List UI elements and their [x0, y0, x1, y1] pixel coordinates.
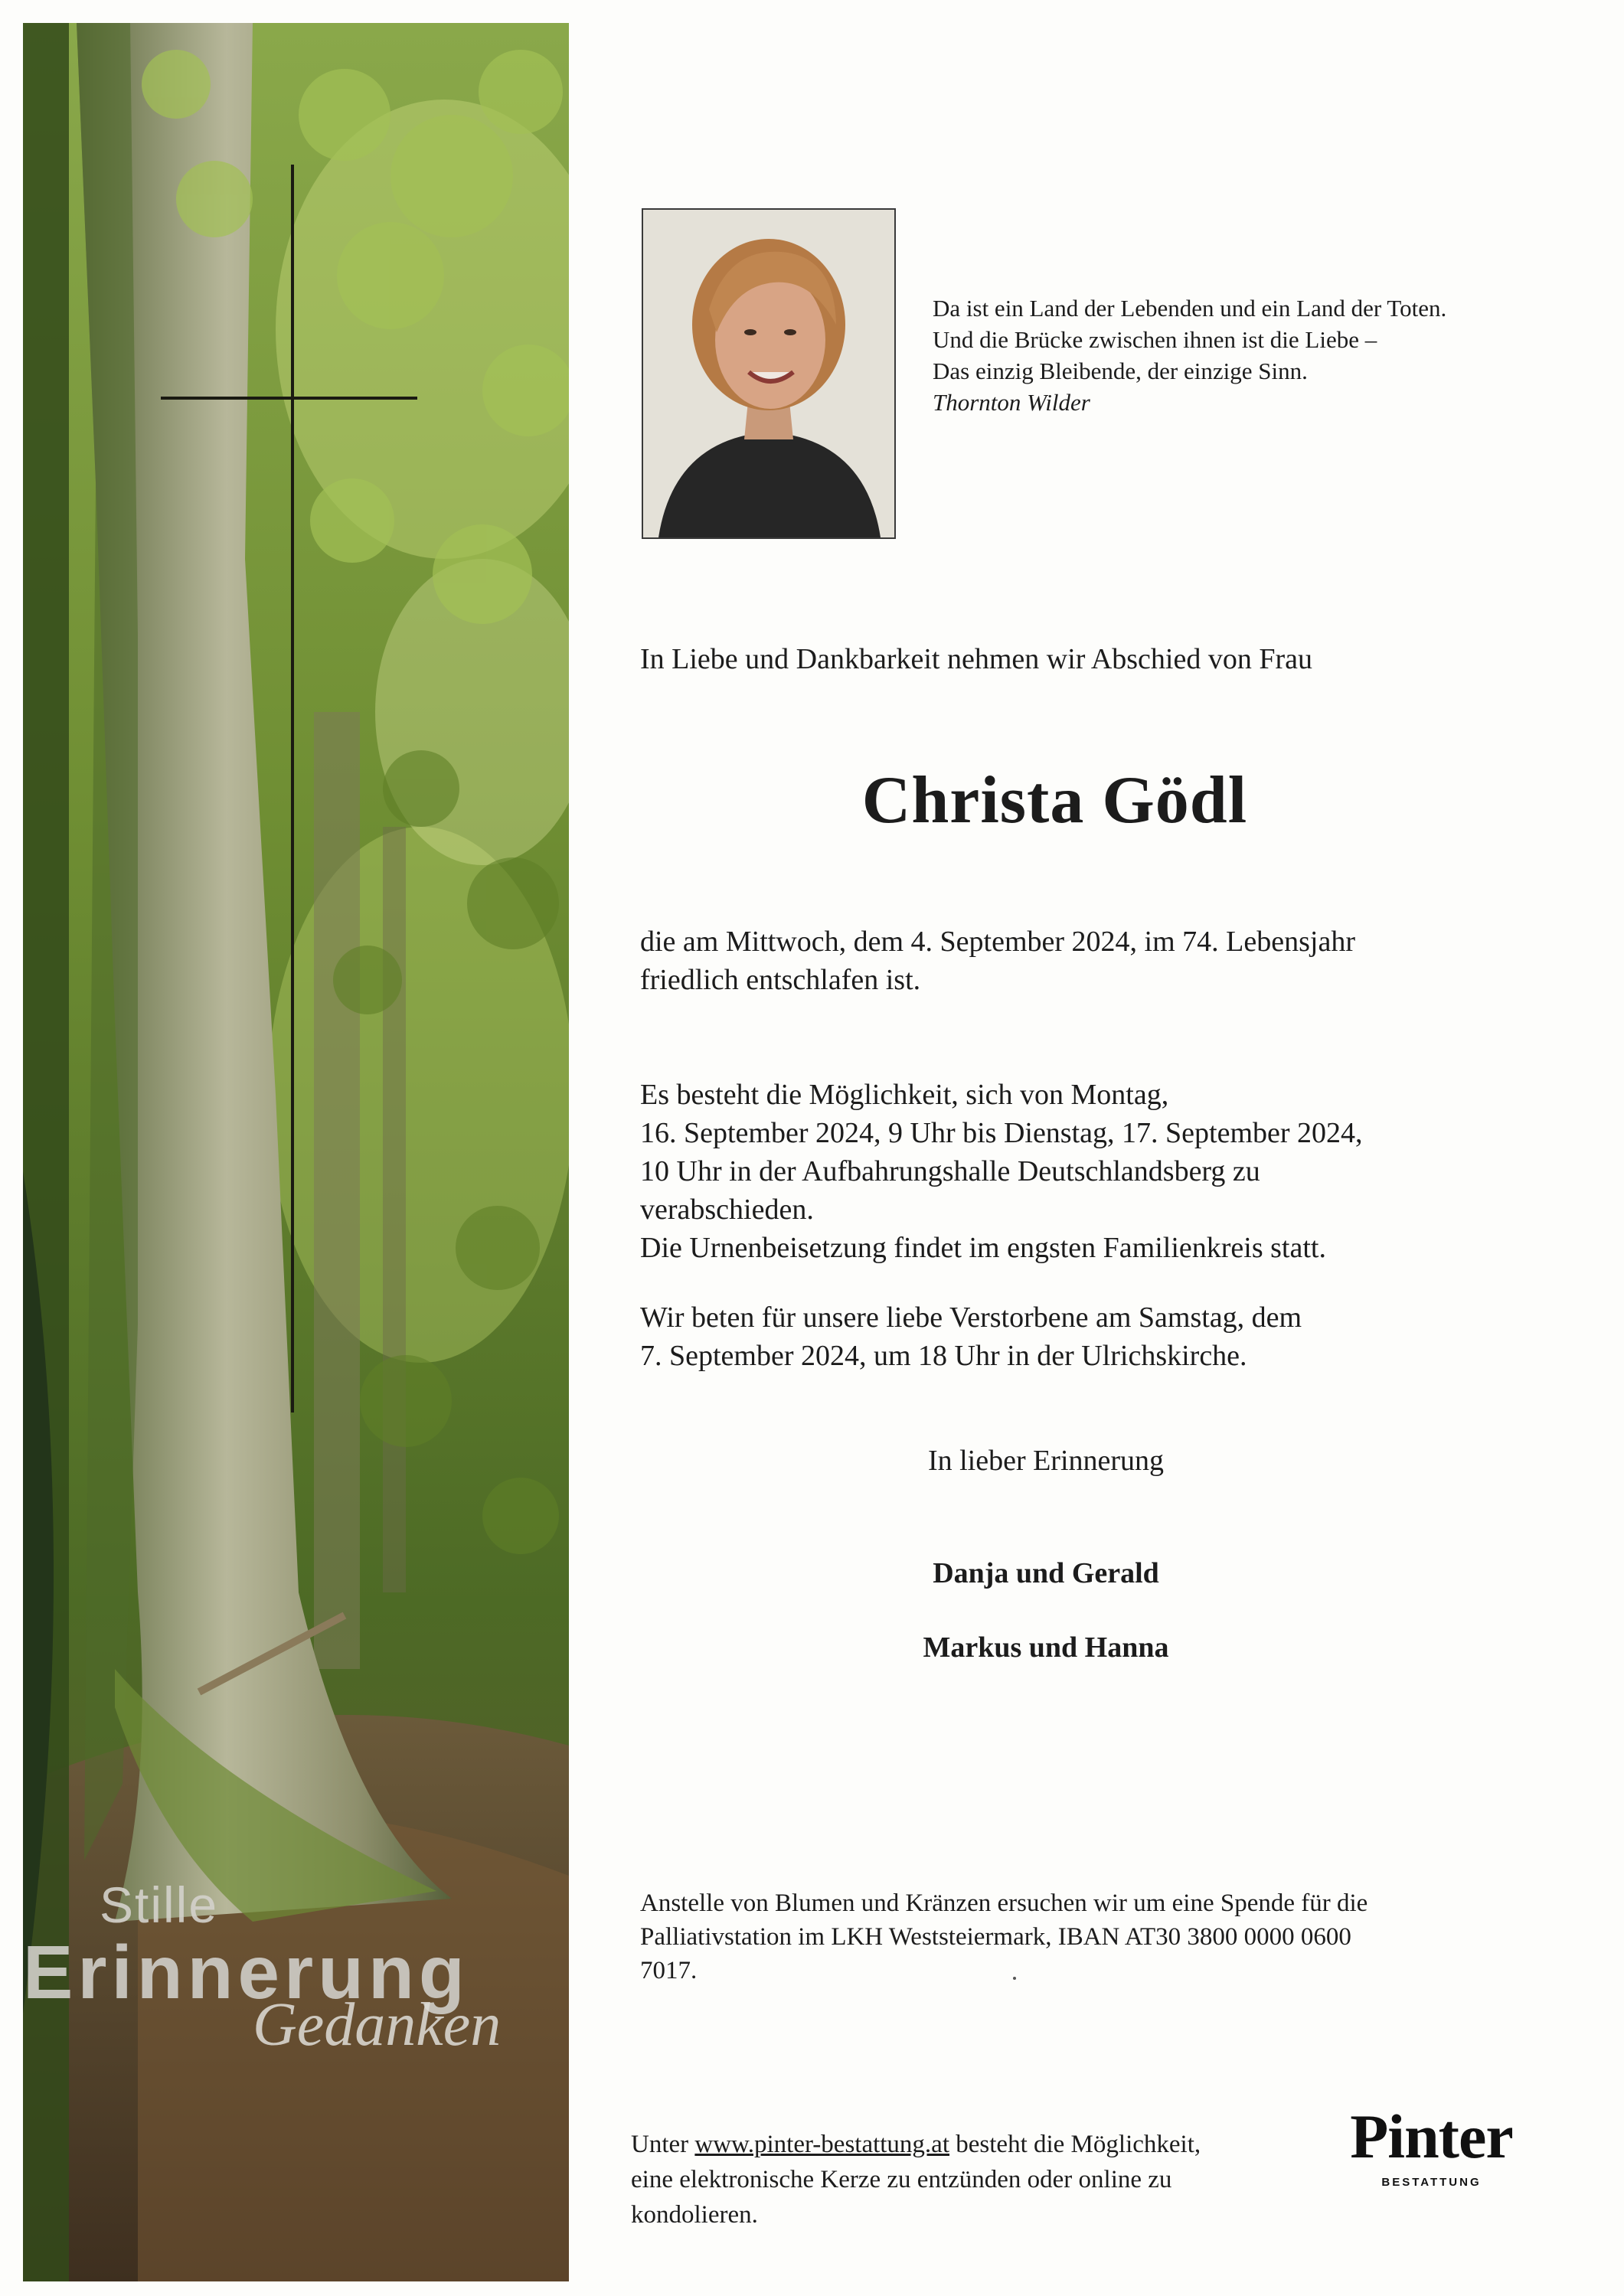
- memorial-quote: [933, 292, 1446, 418]
- death-notice: [640, 923, 1355, 999]
- forest-banner-image: [23, 23, 569, 2281]
- footer-text: kondolieren.: [631, 2201, 758, 2229]
- brand-text-gedanken: Gedanken: [253, 1991, 502, 2059]
- speck: [1013, 1977, 1016, 1980]
- intro-text: In Liebe und Dankbarkeit nehmen wir Abschied von Frau: [640, 643, 1312, 675]
- viewing-line: 16. September 2024, 9 Uhr bis Dienstag, 17. September 2024,: [640, 1117, 1363, 1149]
- logo-wordmark: Pinter: [1350, 2102, 1513, 2171]
- family-names: Markus und Hanna: [923, 1631, 1169, 1664]
- footer-text: Unter: [631, 2131, 695, 2158]
- quote-author: Thornton Wilder: [933, 389, 1090, 416]
- brand-text-stille: Stille: [100, 1876, 219, 1933]
- prayer-line: 7. September 2024, um 18 Uhr in der Ulrichskirche.: [640, 1340, 1247, 1372]
- quote-line: Das einzig Bleibende, der einzige Sinn.: [933, 358, 1308, 384]
- viewing-line: verabschieden.: [640, 1194, 814, 1226]
- prayer-info: [640, 1298, 1302, 1375]
- donation-line: Anstelle von Blumen und Kränzen ersuchen wir um eine Spende für die: [640, 1889, 1368, 1917]
- viewing-line: Es besteht die Möglichkeit, sich von Montag,: [640, 1079, 1169, 1111]
- website-link[interactable]: www.pinter-bestattung.at: [694, 2131, 950, 2158]
- footer-text: besteht die Möglichkeit,: [949, 2131, 1201, 2158]
- death-notice-line: die am Mittwoch, dem 4. September 2024, im 74. Lebensjahr: [640, 926, 1355, 958]
- quote-line: Und die Brücke zwischen ihnen ist die Liebe –: [933, 326, 1377, 353]
- pinter-logo: [1345, 2102, 1518, 2189]
- prayer-line: Wir beten für unsere liebe Verstorbene am Samstag, dem: [640, 1302, 1302, 1334]
- logo-subtitle: BESTATTUNG: [1381, 2176, 1482, 2189]
- donation-line: 7017.: [640, 1957, 698, 1984]
- online-condolence-notice: [631, 2127, 1201, 2232]
- portrait-icon: [643, 210, 894, 537]
- viewing-line: Die Urnenbeisetzung findet im engsten Familienkreis statt.: [640, 1232, 1326, 1264]
- family-names: Danja und Gerald: [933, 1557, 1159, 1589]
- brand-text-erinnerung: Erinnerung: [23, 1930, 469, 2014]
- cross-horizontal-bar: [161, 397, 417, 400]
- portrait-photo: [642, 208, 896, 539]
- donation-line: Palliativstation im LKH Weststeiermark, IBAN AT30 3800 0000 0600: [640, 1923, 1351, 1951]
- death-notice-line: friedlich entschlafen ist.: [640, 964, 921, 996]
- donation-notice: [640, 1886, 1367, 1987]
- deceased-name: Christa Gödl: [861, 763, 1248, 838]
- quote-line: Da ist ein Land der Lebenden und ein Land der Toten.: [933, 295, 1447, 322]
- viewing-line: 10 Uhr in der Aufbahrungshalle Deutschlandsberg zu: [640, 1155, 1260, 1187]
- viewing-info: [640, 1076, 1363, 1267]
- footer-text: eine elektronische Kerze zu entzünden oder online zu: [631, 2166, 1172, 2193]
- closing-text: In lieber Erinnerung: [927, 1445, 1165, 1477]
